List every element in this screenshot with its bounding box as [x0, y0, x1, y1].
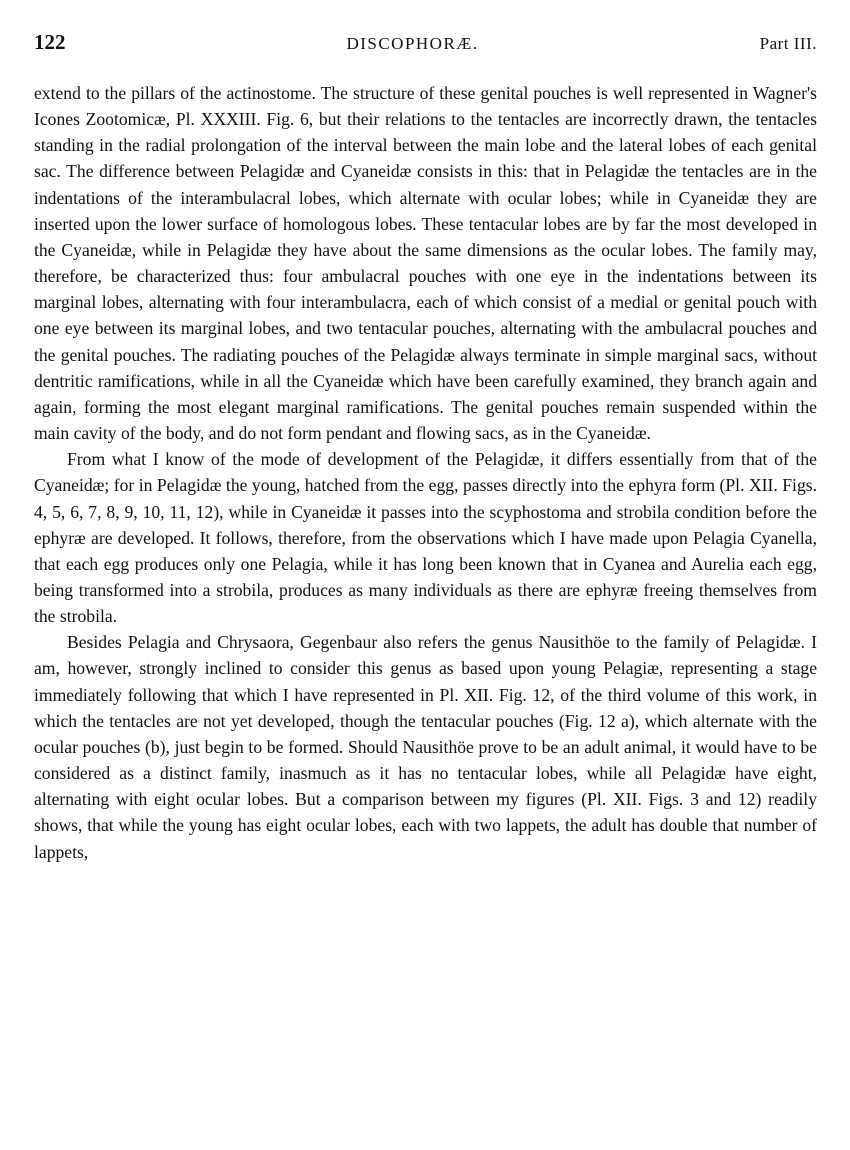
part-label: Part III. — [759, 34, 817, 53]
body-text — [34, 80, 817, 865]
paragraph-development: From what I know of the mode of development of the Pelagidæ, it differs essentially from that of the Cyaneidæ; for in Pelagidæ the young, hatched from the egg, passes directly into the ephyra form (Pl. XII. Figs. 4, 5, 6, 7, 8, 9, 10, 11, 12), while in Cyaneidæ it passes into the scyphostoma and strobila condition before the ephyræ are developed. It follows, therefore, from the observations which I have made upon Pelagia Cyanella, that each egg produces only one Pelagia, while it has long been known that in Cyanea and Aurelia each egg, being transformed into a strobila, produces as many individuals as there are ephyræ freeing themselves from the strobila. — [34, 449, 817, 627]
running-head — [34, 30, 817, 60]
paragraph-nausithoe: Besides Pelagia and Chrysaora, Gegenbaur also refers the genus Nausithöe to the family of Pelagidæ. I am, however, strongly inclined to consider this genus as based upon young Pelagiæ, representing a stage immediately following that which I have represented in Pl. XII. Fig. 12, of the third volume of this work, in which the tentacles are not yet developed, though the tentacular pouches (Fig. 12 a), which alternate with the ocular pouches (b), just begin to be formed. Should Nausithöe prove to be an adult animal, it would have to be considered as a distinct family, inasmuch as it has no tentacular lobes, while all Pelagidæ have eight, alternating with eight ocular lobes. But a comparison between my figures (Pl. XII. Figs. 3 and 12) readily shows, that while the young has eight ocular lobes, each with two lappets, the adult has double that number of lappets, — [34, 632, 817, 862]
page-number: 122 — [34, 30, 66, 54]
running-title: DISCOPHORÆ. — [346, 34, 479, 53]
paragraph-continued: extend to the pillars of the actinostome. The structure of these genital pouches is well represented in Wagner's Icones Zootomicæ, Pl. XXXIII. Fig. 6, but their relations to the tentacles are incorrectly drawn, the tentacles standing in the radial prolongation of the interval between the main lobe and the lateral lobes of each genital sac. The difference between Pelagidæ and Cyaneidæ consists in this: that in Pelagidæ the tentacles are in the indentations of the interambulacral lobes, which alternate with ocular lobes; while in Cyaneidæ they are inserted upon the lower surface of homologous lobes. These tentacular lobes are by far the most developed in the Cyaneidæ, while in Pelagidæ they have about the same dimensions as the ocular lobes. The family may, therefore, be characterized thus: four ambulacral pouches with one eye in the indentations between its marginal lobes, alternating with four interambulacra, each of which consist of a medial or genital pouch with one eye between its marginal lobes, and two tentacular pouches, alternating with the ambulacral pouches and the genital pouches. The radiating pouches of the Pelagidæ always terminate in simple marginal sacs, without dentritic ramifications, while in all the Cyaneidæ which have been carefully examined, they branch again and again, forming the most elegant marginal ramifications. The genital pouches remain suspended within the main cavity of the body, and do not form pendant and flowing sacs, as in the Cyaneidæ. — [34, 83, 817, 444]
